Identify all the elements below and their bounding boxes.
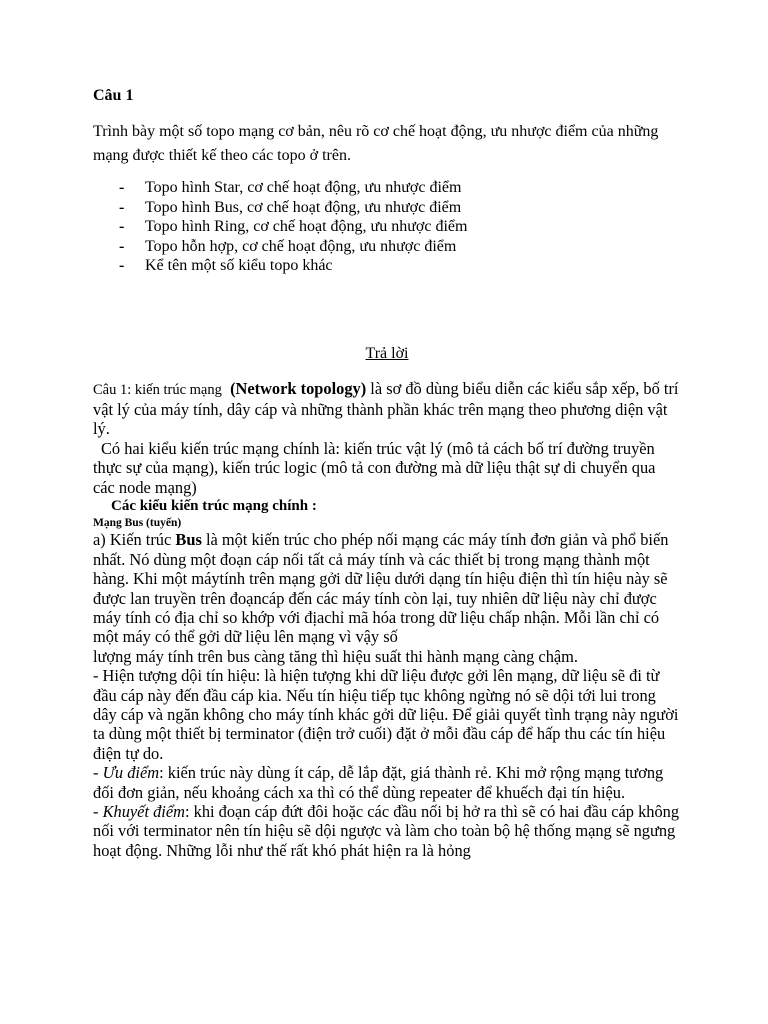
- answer-title: Trả lời: [365, 344, 409, 362]
- cons-paragraph: - Khuyết điểm: khi đoạn cáp đứt đôi hoặc các đầu nối bị hở ra thì sẽ có hai đầu cáp không nối với terminator nên tín hiệu sẽ dội ngược và làm cho toàn bộ hệ thống mạng sẽ ngưng hoạt động. Những lỗi như thế rất khó phát hiện ra là hỏng: [93, 802, 680, 860]
- answer-intro: Câu 1: kiến trúc mạng (Network topology) là sơ đồ dùng biểu diễn các kiểu sắp xếp, bố trí vật lý của máy tính, dây cáp và những thành phần khác trên mạng theo phương diện vật lý.: [93, 378, 679, 439]
- network-topology-term: (Network topology): [230, 378, 367, 398]
- question-heading: Câu 1: [93, 87, 134, 104]
- bus-term: Bus: [175, 530, 202, 550]
- question-task-list: [93, 178, 681, 276]
- bullet-dash: -: [119, 218, 125, 235]
- list-item: - Topo hình Ring, cơ chế hoạt động, ưu nhược điểm: [119, 218, 468, 235]
- question-prompt: Trình bày một số topo mạng cơ bản, nêu rõ cơ chế hoạt động, ưu nhược điểm của những mạng được thiết kế theo các topo ở trên.: [93, 123, 659, 164]
- answer-body: [93, 379, 681, 861]
- list-item: - Kể tên một số kiểu topo khác: [119, 257, 333, 274]
- bullet-dash: -: [119, 179, 125, 196]
- bus-description-cont: lượng máy tính trên bus càng tăng thì hiệu suất thi hành mạng càng chậm.: [93, 646, 579, 666]
- cons-label: Khuyết điểm: [102, 802, 185, 822]
- pros-paragraph: - Ưu điểm: kiến trúc này dùng ít cáp, dễ lắp đặt, giá thành rẻ. Khi mở rộng mạng tương đối đơn giản, nếu khoảng cách xa thì có thể dùng repeater để khuếch đại tín hiệu.: [93, 763, 664, 802]
- list-item: - Topo hỗn hợp, cơ chế hoạt động, ưu nhược điểm: [119, 237, 457, 255]
- main-types-heading: Các kiểu kiến trúc mạng chính :: [111, 497, 317, 514]
- two-kinds-paragraph: Có hai kiểu kiến trúc mạng chính là: kiến trúc vật lý (mô tả cách bố trí đường truyền thực sự của mạng), kiến trúc logic (mô tả con đường mà dữ liệu thật sự di chuyển qua các node mạng): [93, 438, 656, 497]
- signal-bounce-paragraph: - Hiện tượng dội tín hiệu: là hiện tượng khi dữ liệu được gởi lên mạng, dữ liệu sẽ đi từ đầu cáp này đến đầu cáp kia. Nếu tín hiệu tiếp tục không ngừng nó sẽ dội tới lui trong dây cáp và ngăn không cho máy tính khác gởi dữ liệu. Để giải quyết tình trạng này người ta dùng một thiết bị terminator (điện trở cuối) đặt ở mỗi đầu cáp để hấp thu các tín hiệu điện tự do.: [93, 666, 679, 763]
- list-item: - Topo hình Star, cơ chế hoạt động, ưu nhược điểm: [119, 179, 462, 196]
- bus-description: a) Kiến trúc Bus là một kiến trúc cho phép nối mạng các máy tính đơn giản và phổ biến nhất. Nó dùng một đoạn cáp nối tất cả máy tính và các thiết bị trong mạng thành một hàng. Khi một máytính trên mạng gởi dữ liệu dưới dạng tín hiệu điện thì tín hiệu này sẽ được lan truyền trên đoạncáp đến các máy tính còn lại, tuy nhiên dữ liệu này chỉ được máy tính có địa chỉ so khớp với địachỉ mã hóa trong dữ liệu chấp nhận. Mỗi lần chỉ có một máy có thể gởi dữ liệu lên mạng vì vậy số: [93, 530, 669, 647]
- bullet-dash: -: [119, 198, 125, 216]
- bus-heading: Mạng Bus (tuyến): [93, 517, 182, 530]
- pros-label: Ưu điểm: [102, 763, 160, 783]
- bullet-dash: -: [119, 237, 125, 255]
- bullet-dash: -: [119, 257, 125, 274]
- document-page: [93, 86, 681, 860]
- list-item: - Topo hình Bus, cơ chế hoạt động, ưu nhược điểm: [119, 198, 462, 216]
